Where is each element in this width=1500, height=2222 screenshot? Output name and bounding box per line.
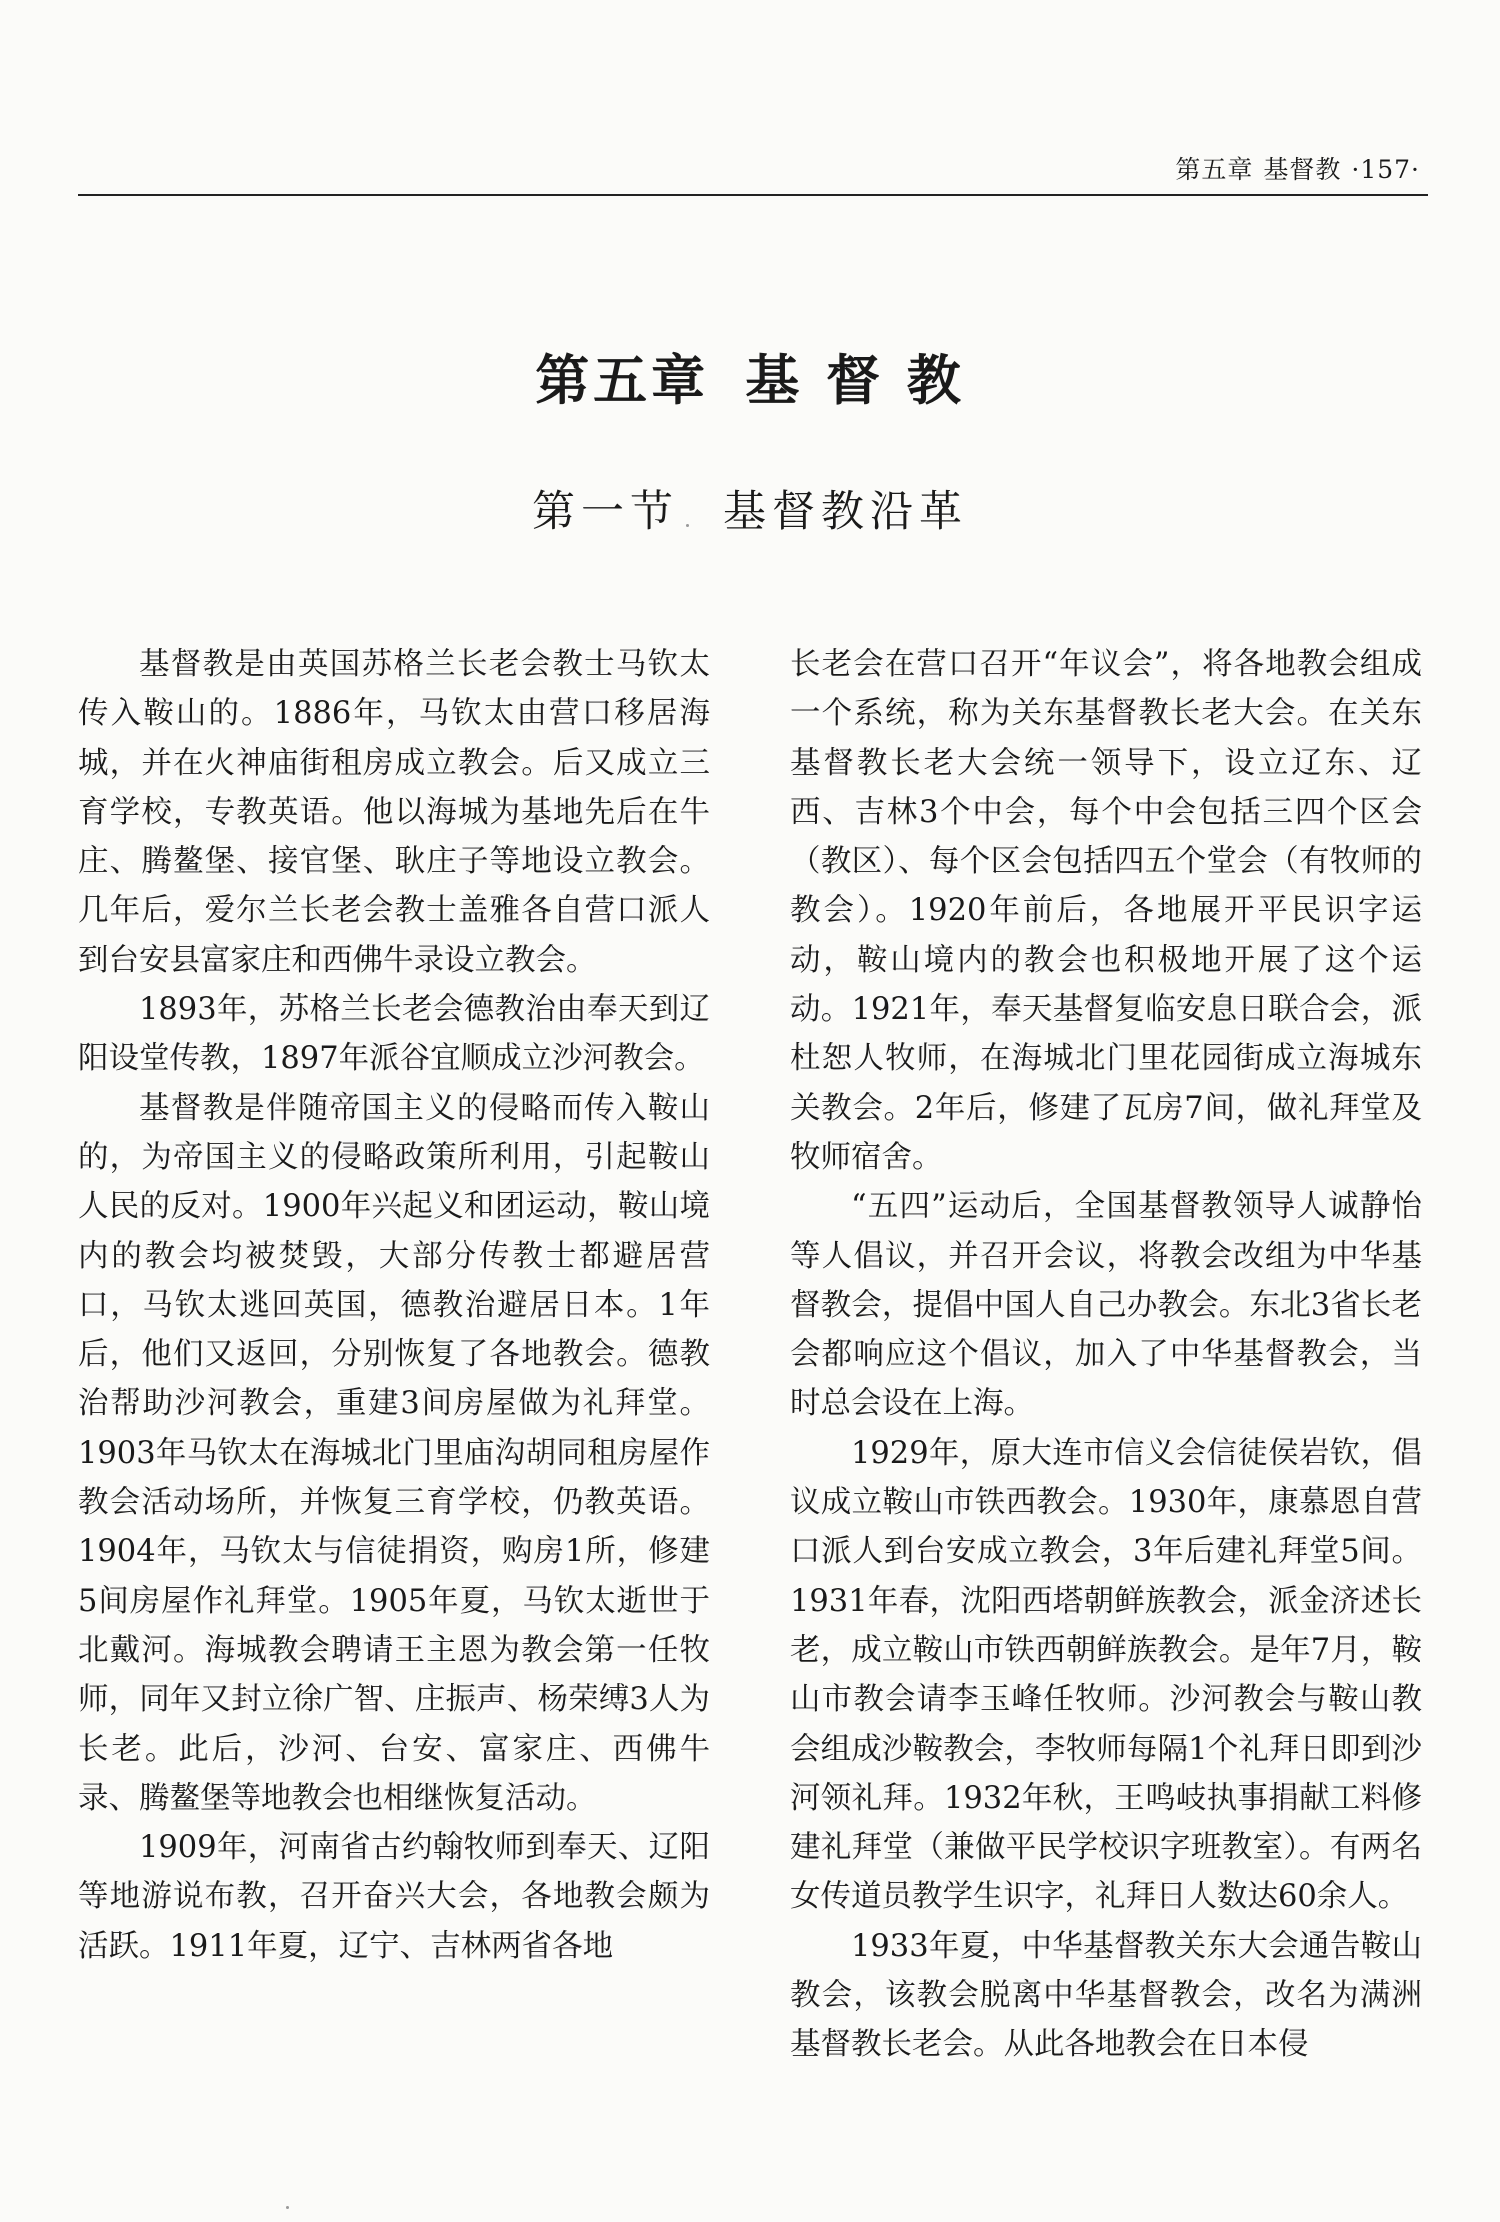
scan-speck xyxy=(286,2206,289,2209)
section-number: 第一节 xyxy=(532,487,679,537)
left-column xyxy=(78,640,710,1971)
right-column xyxy=(790,640,1422,2070)
paragraph: 1933年夏，中华基督教关东大会通告鞍山教会，该教会脱离中华基督教会，改名为满洲基督教长老会。从此各地教会在日本侵 xyxy=(790,1928,1422,2063)
chapter-name: 基 督 教 xyxy=(745,348,965,412)
scan-speck xyxy=(686,524,689,527)
section-name: 基督教沿革 xyxy=(723,487,968,537)
section-title xyxy=(0,478,1500,539)
running-header xyxy=(78,150,1428,196)
paragraph: 1909年，河南省古约翰牧师到奉天、辽阳等地游说布教，召开奋兴大会，各地教会颇为活跃。1911年夏，辽宁、吉林两省各地 xyxy=(78,1830,710,1964)
paragraph: “五四”运动后，全国基督教领导人诚静怡等人倡议，并召开会议，将教会改组为中华基督教会，提倡中国人自己办教会。东北3省长老会都响应这个倡议，加入了中华基督教会，当时总会设在上海。 xyxy=(790,1189,1422,1422)
header-chapter: 第五章 xyxy=(1175,155,1254,184)
paragraph: 1929年，原大连市信义会信徒侯岩钦，倡议成立鞍山市铁西教会。1930年，康慕恩自营口派人到台安成立教会，3年后建礼拜堂5间。1931年春，沈阳西塔朝鲜族教会，派金济述长老，成立鞍山市铁西朝鲜族教会。是年7月，鞍山市教会请李玉峰任牧师。沙河教会与鞍山教会组成沙鞍教会，李牧师每隔1个礼拜日即到沙河领礼拜。1932年秋，王鸣岐执事捐献工料修建礼拜堂（兼做平民学校识字班教室）。有两名女传道员教学生识字，礼拜日人数达60余人。 xyxy=(790,1435,1422,1915)
paragraph-continuation: 长老会在营口召开“年议会”，将各地教会组成一个系统，称为关东基督教长老大会。在关东基督教长老大会统一领导下，设立辽东、辽西、吉林3个中会，每个中会包括三四个区会（教区）、每个区会包括四五个堂会（有牧师的教会）。1920年前后，各地展开平民识字运动，鞍山境内的教会也积极地开展了这个运动。1921年，奉天基督复临安息日联合会，派杜恕人牧师，在海城北门里花园街成立海城东关教会。2年后，修建了瓦房7间，做礼拜堂及牧师宿舍。 xyxy=(790,647,1422,1175)
header-subject: 基督教 xyxy=(1263,155,1342,184)
chapter-title xyxy=(0,338,1500,415)
paragraph: 1893年，苏格兰长老会德教治由奉天到辽阳设堂传教，1897年派谷宜顺成立沙河教会。 xyxy=(78,992,710,1077)
paragraph: 基督教是由英国苏格兰长老会教士马钦太传入鞍山的。1886年，马钦太由营口移居海城，并在火神庙街租房成立教会。后又成立三育学校，专教英语。他以海城为基地先后在牛庄、腾鳌堡、接官堡、耿庄子等地设立教会。几年后，爱尔兰长老会教士盖雅各自营口派人到台安县富家庄和西佛牛录设立教会。 xyxy=(78,647,710,978)
page-number: ·157· xyxy=(1351,155,1420,184)
paragraph: 基督教是伴随帝国主义的侵略而传入鞍山的，为帝国主义的侵略政策所利用，引起鞍山人民的反对。1900年兴起义和团运动，鞍山境内的教会均被焚毁，大部分传教士都避居营口，马钦太逃回英国，德教治避居日本。1年后，他们又返回，分别恢复了各地教会。德教治帮助沙河教会，重建3间房屋做为礼拜堂。1903年马钦太在海城北门里庙沟胡同租房屋作教会活动场所，并恢复三育学校，仍教英语。1904年，马钦太与信徒捐资，购房1所，修建5间房屋作礼拜堂。1905年夏，马钦太逝世于北戴河。海城教会聘请王主恩为教会第一任牧师，同年又封立徐广智、庄振声、杨荣缚3人为长老。此后，沙河、台安、富家庄、西佛牛录、腾鳌堡等地教会也相继恢复活动。 xyxy=(78,1090,710,1816)
chapter-number: 第五章 xyxy=(535,348,710,412)
running-header-text xyxy=(1165,150,1420,186)
